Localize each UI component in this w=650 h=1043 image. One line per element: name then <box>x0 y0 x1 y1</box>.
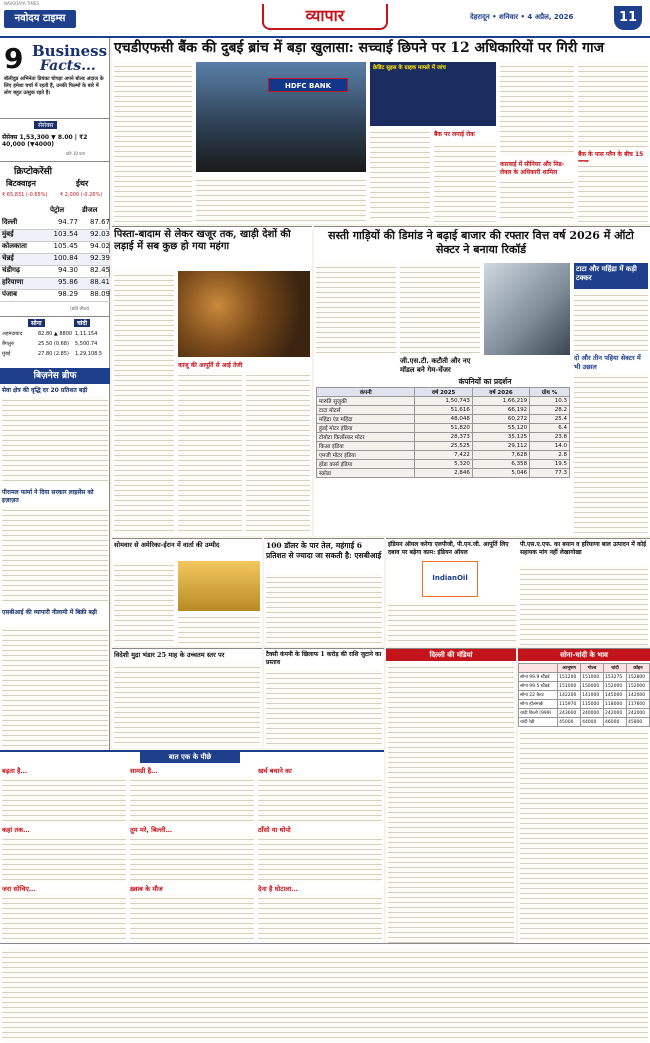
fuel-price: 82.45 <box>89 266 110 274</box>
sone-photo <box>178 561 260 611</box>
gold-table-cell: 115000 <box>581 700 604 709</box>
column-box <box>0 750 384 943</box>
auto-table-row <box>317 460 570 469</box>
sensex-small: प्रति 10 ग्राम <box>66 151 85 156</box>
auto-col-1 <box>316 263 396 355</box>
gold-title: सोना-चांदी के भाव <box>518 649 650 661</box>
auto-table-col: वर्ष 2025 <box>415 388 472 397</box>
section-title: व्यापार <box>262 4 388 30</box>
brief-head-2: पीरामल फार्मा ने दिया सरकार लाइसेंस को इज़ाज़त <box>2 489 94 504</box>
pista-headline: पिस्ता-बादाम से लेकर खजूर तक, खाड़ी देशों की लड़ाई में सब कुछ हो गया महंगा <box>114 229 291 252</box>
fuel-price: 92.39 <box>89 254 110 262</box>
metal-price: 27.80 (2.85) <box>38 351 69 357</box>
fuel-row <box>0 218 110 230</box>
column-cell-head: कहां तक… <box>2 826 30 834</box>
gold-table-cell: 151000 <box>558 682 581 691</box>
column-cell-head: सामग्री है… <box>130 767 158 775</box>
lead-col-5b <box>500 178 574 222</box>
column-cell-body <box>258 776 382 824</box>
lead-story <box>112 38 650 224</box>
pista-story <box>112 226 312 536</box>
auto-table-cell: 51,820 <box>415 424 472 433</box>
lead-kicker-1: बैंक पर लगाई रोक <box>434 131 475 138</box>
metal-city: मुंबई <box>2 351 11 357</box>
column-cell-body <box>2 894 126 942</box>
gold-table-cell: सोना हॉलमार्क <box>519 700 558 709</box>
lead-highlight <box>370 62 496 126</box>
ioc-body <box>388 601 516 645</box>
gold-table-cell: 243600 <box>558 709 581 718</box>
auto-table-cell: 1,66,219 <box>472 397 529 406</box>
gold-table-cell: चांदी किलो (999) <box>519 709 558 718</box>
column-cells <box>0 766 384 944</box>
gold-table-row <box>519 673 650 682</box>
gold-table-cell: 118000 <box>604 700 627 709</box>
ioc-story <box>386 538 650 646</box>
vidyut-headline: पी.एस.ए.एफ. का बयान व हरियाणा बाल उत्पादन में कोई सहायक मांग नहीं लेखागोखा <box>520 541 647 556</box>
auto-table-cell: 60,272 <box>472 415 529 424</box>
gold-table-cell: 45800 <box>626 718 649 727</box>
auto-table-cell: स्कोडा <box>317 469 415 478</box>
brief-head-1: सेवा क्षेत्र की वृद्धि दर 20 प्रतिशत बढ़ी <box>2 387 88 394</box>
auto-table-cell: 29,112 <box>472 442 529 451</box>
forex-body <box>114 663 260 747</box>
business-facts <box>4 42 106 114</box>
topline-left: NAVODAYA TIMES <box>4 1 40 6</box>
auto-table-cell: 28,373 <box>415 433 472 442</box>
auto-table-cell: 6.4 <box>530 424 570 433</box>
fuel-price: 92.03 <box>89 230 110 238</box>
column-cell <box>130 884 254 941</box>
column-cell <box>258 766 382 823</box>
lead-col-5 <box>500 62 574 156</box>
auto-side-2: दो और तीन पहिया सेक्टर में भी उछाल <box>574 354 641 371</box>
gold-table-col: गोल्ड <box>581 664 604 673</box>
fuel-price: 94.77 <box>57 218 78 226</box>
column-cell-head: बढ़ता है… <box>2 767 27 775</box>
tmc-body <box>266 669 382 747</box>
gold-table-row <box>519 682 650 691</box>
lead-kicker-3: बैंक के पास प्लैन के बीच 15 <box>578 151 644 158</box>
column-cell-body <box>130 835 254 883</box>
forex-story <box>112 648 262 748</box>
auto-table-cell: टोयोटा किर्लोस्कर मोटर <box>317 433 415 442</box>
pista-col-3 <box>246 371 310 535</box>
gold-table-row <box>519 709 650 718</box>
gold-table-cell: 141000 <box>581 691 604 700</box>
metal-price: 82.80 ▲ 8800 <box>38 331 73 337</box>
lead-headline: एचडीएफसी बैंक की दुबई ब्रांच में बड़ा खुलासा: सच्चाई छिपने पर 12 अधिकारियों पर गिरी गाज <box>114 40 605 56</box>
gold-table <box>518 663 650 727</box>
fuel-table <box>0 206 110 314</box>
gold-table-cell: 44000 <box>581 718 604 727</box>
forex-headline: विदेशी मुद्रा भंडार 25 माह के उच्चतम स्तर पर <box>114 651 225 659</box>
auto-table-title: कंपनियों का प्रदर्शन <box>458 377 512 386</box>
gold-box <box>518 648 650 943</box>
metal-city: बैंगलुरु <box>2 341 15 347</box>
auto-table-cell: 48,048 <box>415 415 472 424</box>
auto-table <box>316 387 570 478</box>
auto-table-cell: 23.8 <box>530 433 570 442</box>
sone-body-2 <box>178 613 260 645</box>
column-cell-body <box>2 776 126 824</box>
column-cell-head: देना है घोटाला… <box>258 885 298 893</box>
facts-title: Business <box>32 42 108 60</box>
bank-sign: HDFC BANK <box>268 78 348 92</box>
gold-table-col <box>519 664 558 673</box>
fuel-city: पंजाब <box>2 290 17 298</box>
crypto-right-value: ₹ 2,000 (-0.26%) <box>60 192 103 198</box>
fuel-unit: (प्रति लीटर) <box>70 307 90 312</box>
gold-table-header <box>519 664 650 673</box>
crypto-left: बिटक्वाइन <box>6 179 36 188</box>
gold-table-cell: 46000 <box>604 718 627 727</box>
auto-table-cell: 14.0 <box>530 442 570 451</box>
column-title: बात एक के पीछे <box>140 752 240 763</box>
gold-table-cell: 242000 <box>604 709 627 718</box>
sensex-box <box>0 118 110 162</box>
auto-table-cell: 10.3 <box>530 397 570 406</box>
auto-table-cell: 28.2 <box>530 406 570 415</box>
auto-table-row <box>317 469 570 478</box>
lead-col-3 <box>370 128 430 222</box>
auto-table-cell: मारुति सुजुकी <box>317 397 415 406</box>
metal-price: 25.50 (0.68) <box>38 341 69 347</box>
pista-kicker: काजू की आपूर्ति से आई तेजी <box>178 362 243 369</box>
auto-table-cell: 2.8 <box>530 451 570 460</box>
metal-row <box>0 341 110 351</box>
metal-row <box>0 351 110 361</box>
gold-table-cell: 240000 <box>581 709 604 718</box>
fuel-price: 94.30 <box>57 266 78 274</box>
masthead <box>0 0 650 38</box>
gold-table-cell: 242000 <box>626 709 649 718</box>
lead-col-6b <box>578 162 648 222</box>
gold-table-cell: 153275 <box>604 673 627 682</box>
gold-table-row <box>519 700 650 709</box>
gold-table-cell: 45000 <box>558 718 581 727</box>
auto-table-row <box>317 415 570 424</box>
column-cell-head: ठाँसो या थोपो <box>258 826 291 834</box>
crypto-label: क्रिप्टोकरेंसी <box>14 167 52 177</box>
metal-header-gold: सोना <box>28 319 45 327</box>
sensex-label: सेंसेक्स <box>34 121 57 129</box>
lead-kicker-2: कारवाई में सीनियर और मिड-लेवल के अधिकारी शामिल <box>500 161 565 176</box>
lead-col-4 <box>434 142 496 222</box>
auto-table-cell: हुंडई मोटर इंडिया <box>317 424 415 433</box>
crude-story <box>264 538 384 646</box>
gold-table-cell: 142200 <box>558 691 581 700</box>
fuel-row <box>0 242 110 254</box>
ioc-logo <box>422 561 478 597</box>
fuel-price: 98.29 <box>57 290 78 298</box>
masthead-logo: नवोदय टाइम्स <box>4 10 76 28</box>
fuel-row <box>0 230 110 242</box>
auto-table-cell: 77.3 <box>530 469 570 478</box>
auto-table-cell: 51,616 <box>415 406 472 415</box>
auto-table-row <box>317 397 570 406</box>
auto-table-cell: 6,358 <box>472 460 529 469</box>
metal-rows <box>0 331 110 361</box>
lead-highlight-text: क्रेडिट सुइस के ग्राहक मामले में जांच <box>373 65 446 71</box>
column-cell-body <box>130 776 254 824</box>
brief-body-2 <box>2 506 108 604</box>
sensex-value: सेंसेक्स 1,53,300 ▼ 8.00 | ₹2 40,000 (▼4000) <box>2 134 88 148</box>
crypto-left-value: ₹ 65,831 (-0.65%) <box>2 192 48 198</box>
gold-table-cell: सोना 99.9 स्टैंडर्ड <box>519 673 558 682</box>
auto-table-cell: होंडा कार्स इंडिया <box>317 460 415 469</box>
fuel-price: 105.45 <box>53 242 78 250</box>
tmc-story <box>264 648 384 748</box>
page-number: 11 <box>614 6 642 30</box>
crypto-right: ईथर <box>76 179 89 188</box>
auto-table-cell: 5,320 <box>415 460 472 469</box>
auto-table-row <box>317 451 570 460</box>
gold-table-cell: 145000 <box>604 691 627 700</box>
metal-price: 1,29,108.5 <box>75 351 103 357</box>
column-cell <box>130 766 254 823</box>
fuel-row <box>0 290 110 302</box>
auto-table-cell: 5,046 <box>472 469 529 478</box>
auto-story <box>314 226 650 536</box>
auto-table-col: कंपनी <box>317 388 415 397</box>
auto-side-1: टाटा और महिंद्रा में कड़ी टक्कर <box>574 263 648 289</box>
ioc-logo-text: IndianOil <box>432 574 468 582</box>
column-cell-head: ख़्वाब के मौज <box>130 885 163 893</box>
auto-table-header <box>317 388 570 397</box>
auto-table-cell: 35,125 <box>472 433 529 442</box>
sone-story <box>112 538 262 646</box>
column-cell <box>258 825 382 882</box>
auto-table-cell: 2,846 <box>415 469 472 478</box>
pista-col-2 <box>178 371 242 535</box>
gold-table-cell: 151000 <box>581 673 604 682</box>
column-cell-body <box>258 894 382 942</box>
fuel-city: दिल्ली <box>2 218 18 226</box>
metals-table <box>0 316 110 366</box>
auto-side-body-1 <box>574 291 648 351</box>
gold-table-cell: सोना 22 कैरट <box>519 691 558 700</box>
fuel-row <box>0 254 110 266</box>
column-cell-head: जरा सोचिए… <box>2 885 36 893</box>
facts-text: बॉलीवुड अभिनेता प्रियंका चोपड़ा अपने बोल्ड अंदाज के लिए हमेशा चर्चा में रहती हैं, उनकी फिल्मों के बारे में लोग बहुत उत्सुक रहते हैं। <box>4 76 104 96</box>
fuel-city: चेन्नई <box>2 254 14 262</box>
auto-col-2 <box>400 263 480 355</box>
gold-table-cell: 117600 <box>626 700 649 709</box>
auto-table-cell: 55,120 <box>472 424 529 433</box>
footer-body <box>2 948 648 1042</box>
fuel-row <box>0 278 110 290</box>
auto-gst-head: जी.एस.टी. कटौती और नए मॉडल बने गेम-चेंजर <box>400 357 471 374</box>
gold-table-col: कॉइन <box>626 664 649 673</box>
pista-col-1 <box>114 271 174 535</box>
fuel-city: मुंबई <box>2 230 14 238</box>
gold-table-cell: 152000 <box>626 682 649 691</box>
column-cell <box>258 884 382 941</box>
gold-body <box>520 729 648 943</box>
facts-title2: Facts... <box>40 58 96 74</box>
gold-table-col: चांदी <box>604 664 627 673</box>
fuel-rows <box>0 218 110 302</box>
lead-col-6 <box>578 62 648 148</box>
tmc-headline: टैक्सी कंपनी के खिलाफ 1 करोड़ की राशि जुटाने का प्रस्ताव <box>266 651 382 666</box>
pista-photo <box>178 271 310 357</box>
column-cell <box>130 825 254 882</box>
column-cell-body <box>258 835 382 883</box>
mandi-box <box>386 648 516 943</box>
mandi-title: दिल्ली की मंडियां <box>386 649 516 661</box>
auto-table-row <box>317 433 570 442</box>
fuel-city: चंडीगढ़ <box>2 266 20 274</box>
sone-body <box>114 561 174 645</box>
gold-table-cell: 142000 <box>626 691 649 700</box>
fuel-price: 95.86 <box>57 278 78 286</box>
fuel-header-petrol: पेट्रोल <box>50 206 65 214</box>
lead-col-1 <box>114 62 192 222</box>
auto-table-row <box>317 424 570 433</box>
gold-table-cell: 151200 <box>558 673 581 682</box>
metal-price: 5,500.74 <box>75 341 98 347</box>
gold-table-cell: सोना 99.5 स्टैंडर्ड <box>519 682 558 691</box>
footer-strip <box>0 943 650 1043</box>
facts-tag: 9 <box>4 42 24 75</box>
auto-table-cell: 1,50,743 <box>415 397 472 406</box>
auto-table-cell: टाटा मोटर्स <box>317 406 415 415</box>
column-cell-body <box>2 835 126 883</box>
fuel-price: 88.41 <box>89 278 110 286</box>
auto-table-cell: 7,422 <box>415 451 472 460</box>
masthead-date: देहरादून • शनिवार • 4 अप्रैल, 2026 <box>470 13 574 21</box>
column-cell <box>2 884 126 941</box>
brief-head-3: एसबीआई की व्यापारी नीलामी में बिक्री बढ़ी <box>2 609 97 616</box>
auto-table-cell: 19.5 <box>530 460 570 469</box>
crude-headline: 100 डॉलर के पार तेल, महंगाई 6 प्रतिशत से ज्यादा जा सकती है: एसबीआई <box>266 541 382 560</box>
auto-side-body-2 <box>574 373 648 533</box>
crude-body <box>266 573 382 645</box>
ioc-headline: इंडियन ऑयल करेगा एलपीजी, पी.एन.जी. आपूर्ति लिए दबाव पर बढ़ेगा काम: इंडियन ऑयल <box>388 541 509 556</box>
gold-table-cell: 115970 <box>558 700 581 709</box>
column-cell-head: खर्च बचाने का <box>258 767 292 775</box>
fuel-header-diesel: डीजल <box>82 206 98 214</box>
column-cell <box>2 825 126 882</box>
auto-table-col: ग्रोथ % <box>530 388 570 397</box>
metal-price: 1,11,154 <box>75 331 98 337</box>
metal-city: अहमदाबाद <box>2 331 23 337</box>
auto-table-cell: 25.4 <box>530 415 570 424</box>
fuel-price: 87.67 <box>89 218 110 226</box>
auto-table-row <box>317 442 570 451</box>
brief-title: बिज़नेस ब्रीफ <box>0 368 110 384</box>
auto-table-cell: किआ इंडिया <box>317 442 415 451</box>
brief-body-1 <box>2 396 108 484</box>
fuel-price: 100.84 <box>53 254 78 262</box>
metal-row <box>0 331 110 341</box>
column-cell-head: तुम मरे, बिल्ली… <box>130 826 173 834</box>
auto-headline: सस्ती गाड़ियों की डिमांड ने बढ़ाई बाजार की रफ्तार वित्त वर्ष 2026 में ऑटो सेक्टर ने बनाया रिकॉर्ड <box>328 229 634 256</box>
fuel-row <box>0 266 110 278</box>
auto-table-row <box>317 406 570 415</box>
lead-photo-caption <box>196 176 366 222</box>
fuel-city: कोलकाता <box>2 242 27 250</box>
fuel-city: हरियाणा <box>2 278 24 286</box>
metal-header-silver: चांदी <box>74 319 90 327</box>
auto-table-col: वर्ष 2026 <box>472 388 529 397</box>
column-cell <box>2 766 126 823</box>
auto-table-cell: 7,628 <box>472 451 529 460</box>
fuel-price: 103.54 <box>53 230 78 238</box>
gold-table-cell: 150000 <box>581 682 604 691</box>
fuel-price: 94.02 <box>89 242 110 250</box>
gold-table-cell: 152000 <box>604 682 627 691</box>
gold-table-cell: 152800 <box>626 673 649 682</box>
fuel-price: 88.09 <box>89 290 110 298</box>
auto-table-cell: 25,525 <box>415 442 472 451</box>
gold-table-row <box>519 718 650 727</box>
lead-photo <box>196 62 366 172</box>
gold-table-row <box>519 691 650 700</box>
column-cell-body <box>130 894 254 942</box>
gold-table-col: आभूषण <box>558 664 581 673</box>
auto-table-cell: महिंद्रा एंड महिंद्रा <box>317 415 415 424</box>
gold-table-cell: चांदी रेडी <box>519 718 558 727</box>
auto-table-cell: एमजी मोटर इंडिया <box>317 451 415 460</box>
crypto-box <box>0 164 110 204</box>
vidyut-body <box>520 565 648 645</box>
mandi-body <box>388 663 514 943</box>
auto-table-cell: 66,192 <box>472 406 529 415</box>
sone-sub: सोमवार से अमेरिका-ईरान में वार्ता की उम्मीद <box>114 541 220 549</box>
auto-photo <box>484 263 570 355</box>
